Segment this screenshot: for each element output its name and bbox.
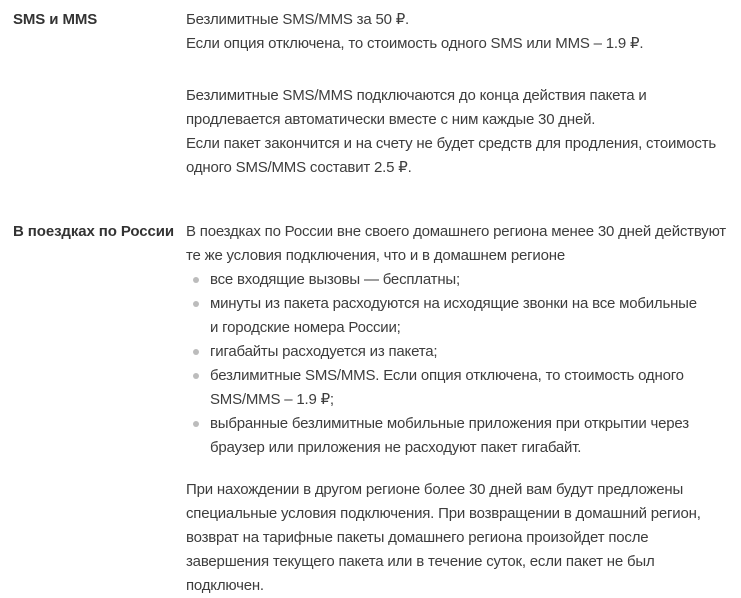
- text-line: выбранные безлимитные мобильные приложения при открытии через: [210, 415, 689, 432]
- list-item: [186, 340, 735, 364]
- text-line: SMS/MMS – 1.9 ₽;: [210, 391, 334, 408]
- outro-paragraph: [186, 478, 735, 598]
- text-line: браузер или приложения не расходуют пакет гигабайт.: [210, 439, 582, 456]
- section-travel-russia: [13, 220, 735, 598]
- list-item: [186, 412, 735, 460]
- paragraph: [186, 84, 735, 180]
- section-sms-mms: [13, 8, 735, 180]
- bullet-dot-icon: [193, 301, 199, 307]
- text-line: те же условия подключения, что и в домашнем регионе: [186, 247, 565, 264]
- text-line: все входящие вызовы — бесплатны;: [210, 271, 460, 288]
- text-line: специальные условия подключения. При возвращении в домашний регион,: [186, 505, 701, 522]
- text-line: В поездках по России вне своего домашнего региона менее 30 дней действуют: [186, 223, 726, 240]
- section-content: [186, 220, 735, 598]
- text-line: и городские номера России;: [210, 319, 401, 336]
- text-line: Если опция отключена, то стоимость одного SMS или MMS – 1.9 ₽.: [186, 35, 644, 52]
- paragraph: [186, 8, 735, 56]
- text-line: завершения текущего пакета или в течение суток, если пакет не был: [186, 553, 655, 570]
- bullet-dot-icon: [193, 349, 199, 355]
- text-line: продлевается автоматически вместе с ним каждые 30 дней.: [186, 111, 596, 128]
- text-line: Безлимитные SMS/MMS за 50 ₽.: [186, 11, 410, 28]
- list-item: [186, 268, 735, 292]
- bullet-dot-icon: [193, 421, 199, 427]
- text-line: подключен.: [186, 577, 264, 594]
- text-line: одного SMS/MMS составит 2.5 ₽.: [186, 159, 412, 176]
- bullet-list: [186, 268, 735, 460]
- text-line: минуты из пакета расходуются на исходящие звонки на все мобильные: [210, 295, 697, 312]
- text-line: возврат на тарифные пакеты домашнего региона произойдет после: [186, 529, 649, 546]
- list-item: [186, 292, 735, 340]
- section-label: В поездках по России: [13, 223, 175, 240]
- intro-paragraph: [186, 220, 735, 268]
- bullet-dot-icon: [193, 277, 199, 283]
- text-line: Если пакет закончится и на счету не будет средств для продления, стоимость: [186, 135, 717, 152]
- bullet-dot-icon: [193, 373, 199, 379]
- section-content: [186, 8, 735, 180]
- section-label: SMS и MMS: [13, 11, 98, 28]
- list-item: [186, 364, 735, 412]
- text-line: При нахождении в другом регионе более 30 дней вам будут предложены: [186, 481, 684, 498]
- text-line: Безлимитные SMS/MMS подключаются до конца действия пакета и: [186, 87, 647, 104]
- text-line: безлимитные SMS/MMS. Если опция отключена, то стоимость одного: [210, 367, 684, 384]
- text-line: гигабайты расходуется из пакета;: [210, 343, 438, 360]
